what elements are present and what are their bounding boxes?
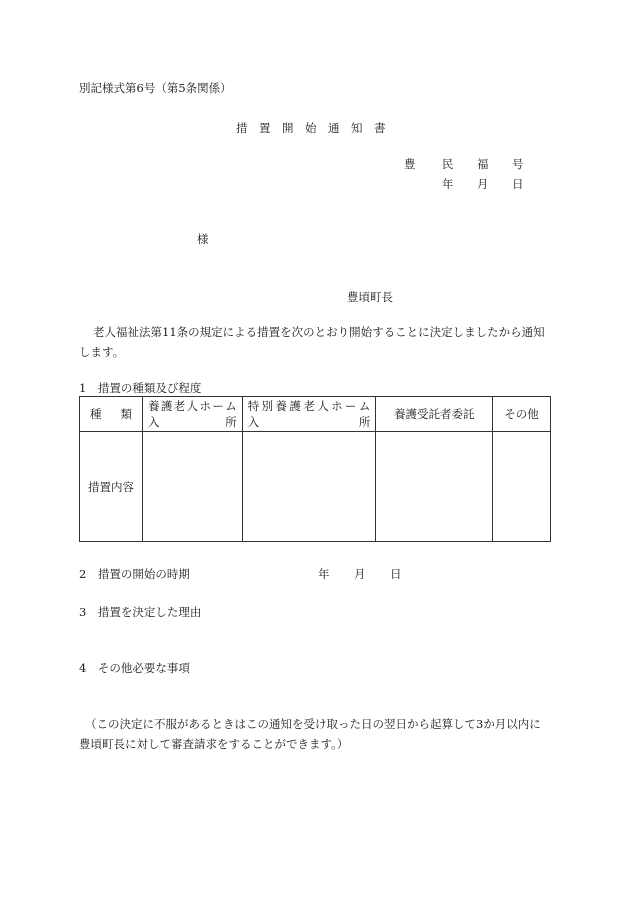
start-year: 年 xyxy=(318,567,330,581)
header-other: その他 xyxy=(493,397,551,432)
measures-table xyxy=(79,396,551,542)
reference-month: 月 xyxy=(477,177,489,191)
table-header-row xyxy=(80,397,551,432)
document-title: 措 置 開 始 通 知 書 xyxy=(236,121,386,135)
reference-year: 年 xyxy=(442,177,454,191)
addressee-suffix: 様 xyxy=(197,232,209,246)
issuer-name: 豊頃町長 xyxy=(347,290,393,304)
reference-day: 日 xyxy=(512,177,524,191)
appeal-note-line2: 豊頃町長に対して審査請求をすることができます。） xyxy=(79,737,349,751)
table-cell xyxy=(142,432,242,542)
header-admission-char: 入 xyxy=(247,415,260,429)
reference-char: 福 xyxy=(477,157,489,171)
header-kind-char: 種 xyxy=(90,407,102,421)
table-row xyxy=(80,432,551,542)
table-cell xyxy=(376,432,493,542)
section-1-heading: 1 措置の種類及び程度 xyxy=(79,381,202,395)
header-admission-char: 入 xyxy=(147,415,160,429)
start-month: 月 xyxy=(354,567,366,581)
header-kind-char: 類 xyxy=(120,407,132,421)
table-cell xyxy=(493,432,551,542)
header-consignment: 養護受託者委託 xyxy=(376,397,493,432)
intro-text-line2: します。 xyxy=(79,345,125,359)
reference-char: 号 xyxy=(512,157,524,171)
form-label: 別記様式第6号（第5条関係） xyxy=(79,81,232,95)
section-2-heading: 2 措置の開始の時期 xyxy=(79,567,190,581)
intro-text-line1: 老人福祉法第11条の規定による措置を次のとおり開始することに決定しましたから通知 xyxy=(93,325,545,339)
header-nursing-home xyxy=(142,397,242,432)
appeal-note-line1: （この決定に不服があるときはこの通知を受け取った日の翌日から起算して3か月以内に xyxy=(85,717,541,731)
section-3-heading: 3 措置を決定した理由 xyxy=(79,605,202,619)
header-nursing-home-label: 養護老人ホーム xyxy=(147,399,237,413)
header-admission-char: 所 xyxy=(225,415,237,429)
reference-prefix: 豊 xyxy=(404,157,416,171)
header-admission-char: 所 xyxy=(358,415,371,429)
section-4-heading: 4 その他必要な事項 xyxy=(79,661,190,675)
row-label-measure-content: 措置内容 xyxy=(80,432,143,542)
header-kind xyxy=(80,397,143,432)
reference-char: 民 xyxy=(442,157,454,171)
table-cell xyxy=(242,432,376,542)
header-special-nursing-home xyxy=(242,397,376,432)
start-day: 日 xyxy=(390,567,402,581)
header-special-nursing-home-label: 特別養護老人ホーム xyxy=(247,399,371,413)
